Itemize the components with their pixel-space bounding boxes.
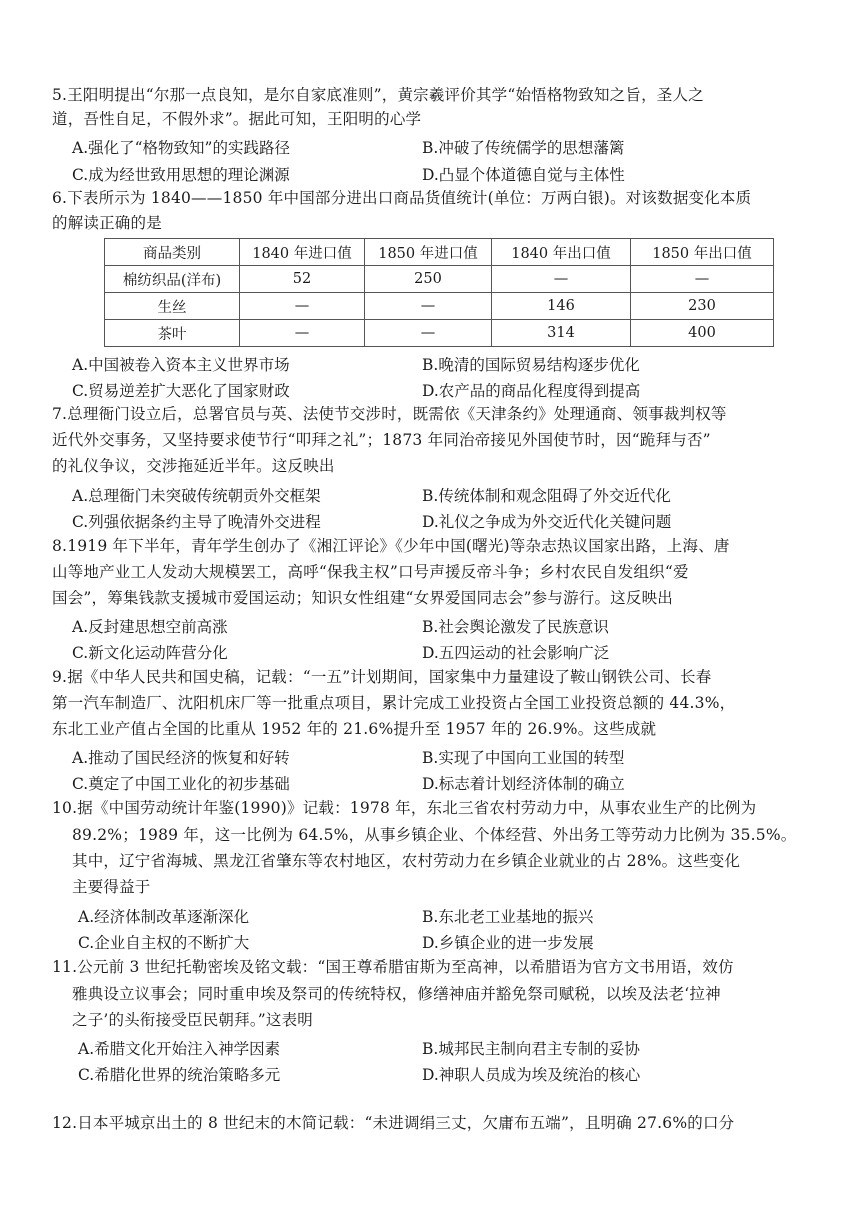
q12-stem-line1: 12.日本平城京出土的 8 世纪末的木简记载：“未进调绢三丈，欠庸布五端”，且明确 27.6%的口分 [52,1114,735,1132]
table-cell: 茶叶 [105,320,240,347]
q6-option-d: D.农产品的商品化程度得到提高 [422,382,641,400]
table-cell: 146 [492,293,631,320]
table-cell: — [365,293,492,320]
q8-stem-line1: 8.1919 年下半年，青年学生创办了《湘江评论》《少年中国(曙光)等杂志热议国家出路，上海、唐 [52,537,730,555]
q7-stem-line1: 7.总理衙门设立后，总署官员与英、法使节交涉时，既需依《天津条约》处理通商、领事裁判权等 [52,405,727,423]
q8-option-b: B.社会舆论激发了民族意识 [422,618,609,636]
table-row [105,293,774,320]
q11-option-d: D.神职人员成为埃及统治的核心 [422,1066,641,1084]
q5-stem-line2: 道，吾性自足，不假外求”。据此可知，王阳明的心学 [52,110,422,128]
q11-stem-line3: 之子’的头衔接受臣民朝拜。”这表明 [72,1011,314,1029]
q7-option-a: A.总理衙门未突破传统朝贡外交框架 [72,487,321,505]
q8-option-d: D.五四运动的社会影响广泛 [422,644,610,662]
table-header-cell: 1850 年进口值 [365,239,492,266]
q5-option-d: D.凸显个体道德自觉与主体性 [422,166,625,184]
q9-option-d: D.标志着计划经济体制的确立 [422,775,625,793]
q5-option-c: C.成为经世致用思想的理论渊源 [72,166,290,184]
q10-option-d: D.乡镇企业的进一步发展 [422,934,594,952]
q10-stem-line1: 10.据《中国劳动统计年鉴(1990)》记载：1978 年，东北三省农村劳动力中，从事农业生产的比例为 [52,799,757,817]
table-cell: 314 [492,320,631,347]
q6-option-b: B.晚清的国际贸易结构逐步优化 [422,356,640,374]
table-cell: — [240,293,365,320]
q6-option-a: A.中国被卷入资本主义世界市场 [72,356,290,374]
q11-option-b: B.城邦民主制向君主专制的妥协 [422,1040,640,1058]
table-row [105,266,774,293]
q9-option-a: A.推动了国民经济的恢复和好转 [72,749,290,767]
table-cell: 230 [631,293,774,320]
table-cell: 250 [365,266,492,293]
q10-stem-line4: 主要得益于 [72,878,151,896]
table-header-cell: 1840 年出口值 [492,239,631,266]
q11-option-c: C.希腊化世界的统治策略多元 [78,1066,281,1084]
table-cell: 52 [240,266,365,293]
q8-stem-line2: 山等地产业工人发动大规模罢工，高呼“保我主权”口号声援反帝斗争；乡村农民自发组织“爱 [52,563,689,581]
q7-option-b: B.传统体制和观念阻碍了外交近代化 [422,487,671,505]
q10-stem-line3: 其中，辽宁省海城、黑龙江省肇东等农村地区，农村劳动力在乡镇企业就业的占 28%。这些变化 [72,852,741,870]
q5-option-a: A.强化了“格物致知”的实践路径 [72,139,290,157]
q7-stem-line2: 近代外交事务，又坚持要求使节行“叩拜之礼”；1873 年同治帝接见外国使节时，因“跪拜与否” [52,431,711,449]
table-cell: 棉纺织品(洋布) [105,266,240,293]
q6-stem-line1: 6.下表所示为 1840——1850 年中国部分进出口商品货值统计(单位：万两白银)。对该数据变化本质 [52,189,752,207]
q9-stem-line2: 第一汽车制造厂、沈阳机床厂等一批重点项目，累计完成工业投资占全国工业投资总额的 44.3%， [52,694,736,712]
table-row [105,320,774,347]
table-cell: — [492,266,631,293]
q5-option-b: B.冲破了传统儒学的思想藩篱 [422,139,625,157]
q9-option-b: B.实现了中国向工业国的转型 [422,749,625,767]
q8-option-a: A.反封建思想空前高涨 [72,618,228,636]
table-cell: 生丝 [105,293,240,320]
q9-stem-line1: 9.据《中华人民共和国史稿，记载：“一五”计划期间，国家集中力量建设了鞍山钢铁公司、长春 [52,668,712,686]
q9-option-c: C.奠定了中国工业化的初步基础 [72,775,290,793]
q6-stem-line2: 的解读正确的是 [52,214,162,232]
q11-stem-line2: 雅典设立议事会；同时重申埃及祭司的传统特权，修缮神庙并豁免祭司赋税，以埃及法老‘拉神 [72,985,721,1003]
q9-stem-line3: 东北工业产值占全国的比重从 1952 年的 21.6%提升至 1957 年的 26.9%。这些成就 [52,720,657,738]
q10-option-c: C.企业自主权的不断扩大 [78,934,250,952]
q10-stem-line2: 89.2%；1989 年，这一比例为 64.5%，从事乡镇企业、个体经营、外出务工等劳动力比例为 35.5%。 [72,826,797,844]
table-cell: — [631,266,774,293]
table-cell: — [365,320,492,347]
q7-option-d: D.礼仪之争成为外交近代化关键问题 [422,513,672,531]
table-header-row [105,239,774,266]
q11-option-a: A.希腊文化开始注入神学因素 [78,1040,281,1058]
table-header-cell: 商品类别 [105,239,240,266]
q10-option-a: A.经济体制改革逐渐深化 [78,908,250,926]
q7-stem-line3: 的礼仪争议，交涉拖延近半年。这反映出 [52,457,335,475]
table-header-cell: 1850 年出口值 [631,239,774,266]
q11-stem-line1: 11.公元前 3 世纪托勒密埃及铭文载：“国王尊希腊宙斯为至高神，以希腊语为官方文书用语，效仿 [52,958,734,976]
table-header-cell: 1840 年进口值 [240,239,365,266]
q8-stem-line3: 国会”，筹集钱款支援城市爱国运动；知识女性组建“女界爱国同志会”参与游行。这反映出 [52,589,673,607]
q5-stem-line1: 5.王阳明提出“尔那一点良知，是尔自家底准则”，黄宗羲评价其学“始悟格物致知之旨，圣人之 [52,86,704,104]
q6-option-c: C.贸易逆差扩大恶化了国家财政 [72,382,290,400]
q6-trade-table [104,238,774,347]
q7-option-c: C.列强依据条约主导了晚清外交进程 [72,513,321,531]
table-cell: 400 [631,320,774,347]
q10-option-b: B.东北老工业基地的振兴 [422,908,594,926]
q8-option-c: C.新文化运动阵营分化 [72,644,228,662]
table-cell: — [240,320,365,347]
